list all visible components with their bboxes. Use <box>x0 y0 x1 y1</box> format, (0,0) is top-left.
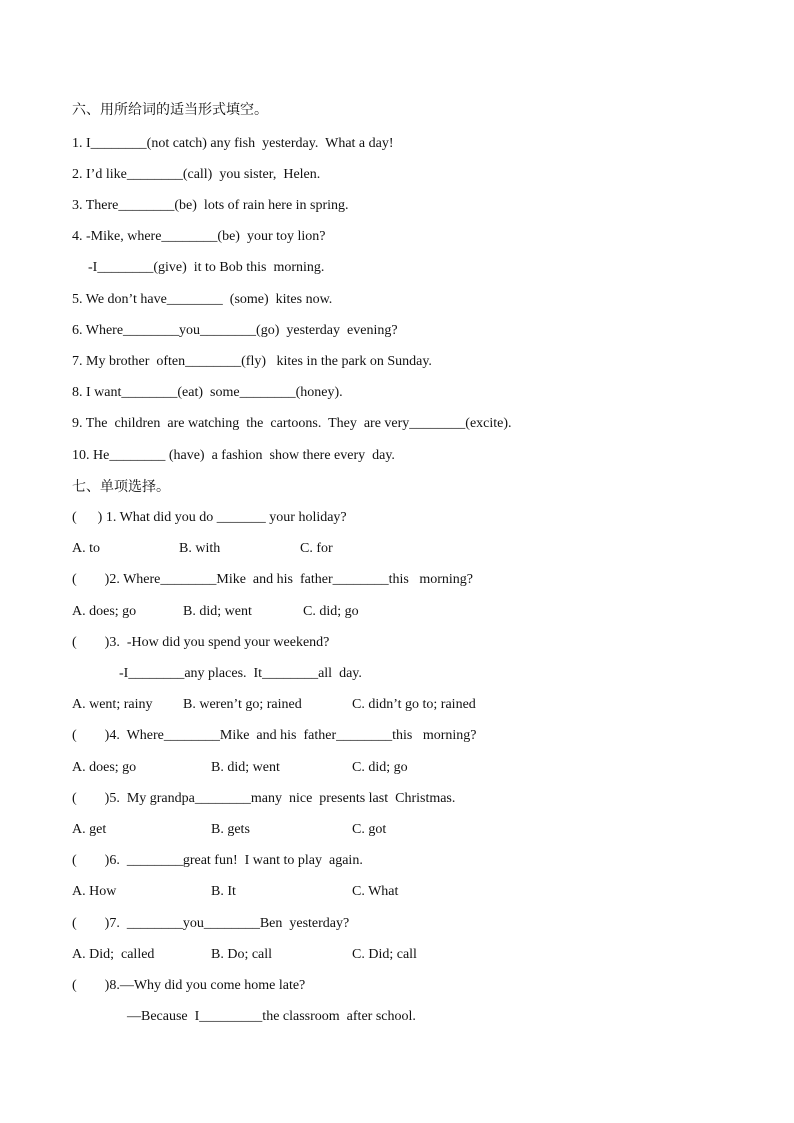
q6-options <box>72 883 672 901</box>
s6-item-1: 1. I________(not catch) any fish yesterday. What a day! <box>72 136 394 151</box>
q7-option-b: B. Do; call <box>211 947 273 962</box>
q6-stem: ( )6. ________great fun! I want to play again. <box>72 853 363 868</box>
q6-option-c: C. What <box>352 884 399 899</box>
q7-stem: ( )7. ________you________Ben yesterday? <box>72 916 350 931</box>
s6-item-4-answer: -I________(give) it to Bob this morning. <box>88 260 325 275</box>
q6-option-a: A. How <box>72 884 117 899</box>
q7-option-c: C. Did; call <box>352 947 417 962</box>
q4-option-c: C. did; go <box>352 760 408 775</box>
q3-option-a: A. went; rainy <box>72 697 153 712</box>
s6-item-10: 10. He________ (have) a fashion show there every day. <box>72 448 395 463</box>
q1-option-b: B. with <box>179 541 221 556</box>
s6-item-7: 7. My brother often________(fly) kites in the park on Sunday. <box>72 354 432 369</box>
s6-item-3: 3. There________(be) lots of rain here in spring. <box>72 198 349 213</box>
q2-stem: ( )2. Where________Mike and his father________this morning? <box>72 572 474 587</box>
s6-item-6: 6. Where________you________(go) yesterday evening? <box>72 323 398 338</box>
q1-option-c: C. for <box>300 541 333 556</box>
q2-option-a: A. does; go <box>72 604 137 619</box>
q5-option-b: B. gets <box>211 822 250 837</box>
s6-item-5: 5. We don’t have________ (some) kites now. <box>72 292 333 307</box>
q2-option-c: C. did; go <box>303 604 359 619</box>
s6-item-4: 4. -Mike, where________(be) your toy lion? <box>72 229 326 244</box>
section6-heading: 六、用所给词的适当形式填空。 <box>72 102 268 118</box>
q3-option-c: C. didn’t go to; rained <box>352 697 476 712</box>
q7-option-a: A. Did; called <box>72 947 155 962</box>
q4-stem: ( )4. Where________Mike and his father________this morning? <box>72 728 477 743</box>
q1-option-a: A. to <box>72 541 100 556</box>
q8-stem-2: —Because I_________the classroom after school. <box>127 1009 416 1024</box>
q3-option-b: B. weren’t go; rained <box>183 697 302 712</box>
s6-item-2: 2. I’d like________(call) you sister, Helen. <box>72 167 321 182</box>
s6-item-8: 8. I want________(eat) some________(honey). <box>72 385 343 400</box>
q1-options <box>72 540 672 558</box>
q5-stem: ( )5. My grandpa________many nice presents last Christmas. <box>72 791 456 806</box>
q5-options <box>72 821 672 839</box>
q5-option-c: C. got <box>352 822 387 837</box>
section7-heading: 七、单项选择。 <box>72 479 170 495</box>
q2-options <box>72 603 672 621</box>
q6-option-b: B. It <box>211 884 236 899</box>
q3-stem: ( )3. -How did you spend your weekend? <box>72 635 330 650</box>
s6-item-9: 9. The children are watching the cartoons. They are very________(excite). <box>72 416 512 431</box>
q3-options <box>72 696 672 714</box>
q2-option-b: B. did; went <box>183 604 252 619</box>
q8-stem: ( )8.—Why did you come home late? <box>72 978 306 993</box>
q4-option-a: A. does; go <box>72 760 137 775</box>
q4-option-b: B. did; went <box>211 760 280 775</box>
q4-options <box>72 759 672 777</box>
q1-stem: ( ) 1. What did you do _______ your holiday? <box>72 510 347 525</box>
q7-options <box>72 946 672 964</box>
q5-option-a: A. get <box>72 822 107 837</box>
q3-stem-2: -I________any places. It________all day. <box>119 666 362 681</box>
